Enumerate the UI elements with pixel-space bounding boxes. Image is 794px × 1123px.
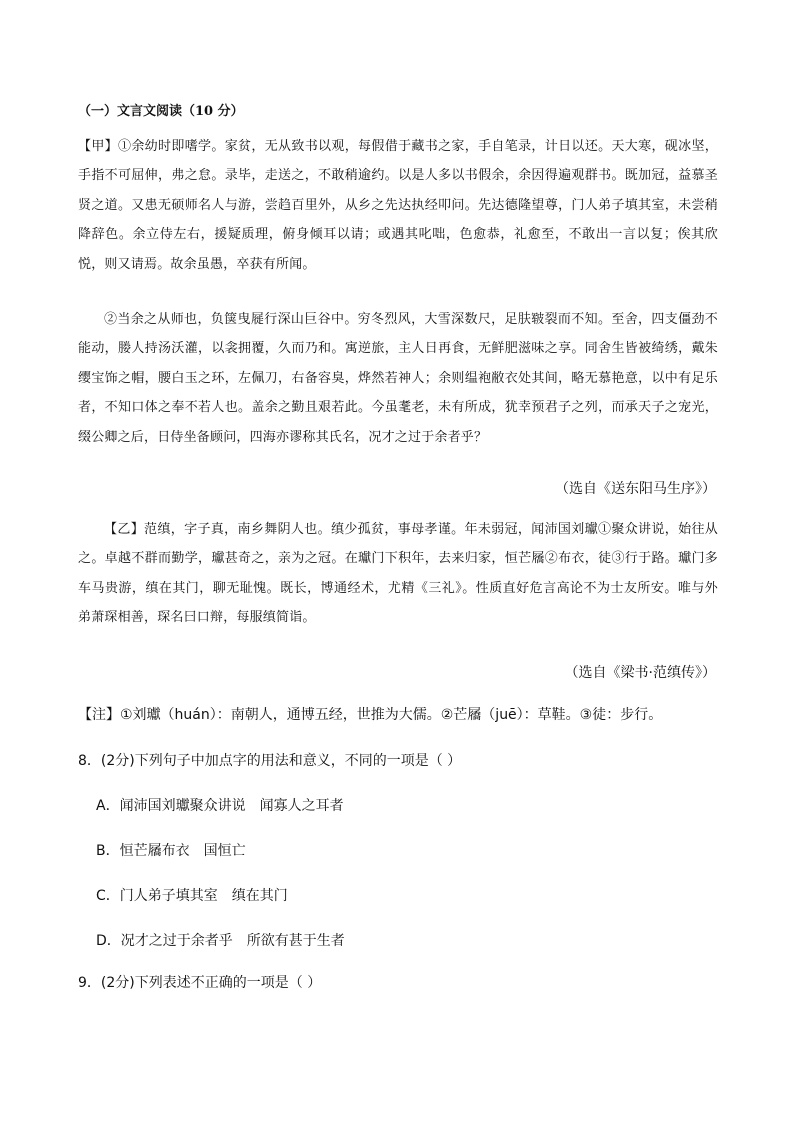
passage-yi-source: （选自《梁书·范缜传》） <box>564 665 716 681</box>
passage-jia-source: （选自《送东阳马生序》） <box>555 481 716 497</box>
passage-yi-paragraph: 【乙】范缜，字子真，南乡舞阴人也。缜少孤贫，事母孝谨。年未弱冠，闻沛国刘瓛①聚众讲说，始往从之。卓越不群而勤学，瓛甚奇之，亲为之冠。在瓛门下积年，去来归家，恒芒屩②布衣，徒③行于路。瓛门多车马贵游，缜在其门，聊无耻愧。既长，博通经术，尤精《三礼》。性质直好危言高论不为士友所安。唯与外弟萧琛相善，琛名曰口辩，每服缜简诣。 <box>78 522 718 626</box>
option-letter: A． <box>96 798 120 814</box>
section-title: （一）文言文阅读（10 分） <box>78 104 244 119</box>
option-text-1: 闻沛国刘瓛聚众讲说 <box>119 798 246 814</box>
question-8-option-d <box>96 930 345 950</box>
option-letter: C． <box>96 888 120 904</box>
question-8-stem: 8．(2分)下列句子中加点字的用法和意义，不同的一项是（ ） <box>78 753 462 769</box>
option-text-2: 缜在其门 <box>231 888 288 904</box>
option-letter: B． <box>96 843 120 859</box>
passage-jia-paragraph-1: 【甲】①余幼时即嗜学。家贫，无从致书以观，每假借于藏书之家，手自笔录，计日以还。天大寒，砚冰坚，手指不可屈伸，弗之怠。录毕，走送之，不敢稍逾约。以是人多以书假余，余因得遍观群书。既加冠，益慕圣贤之道。又患无硕师名人与游，尝趋百里外，从乡之先达执经叩问。先达德隆望尊，门人弟子填其室，未尝稍降辞色。余立侍左右，援疑质理，俯身倾耳以请；或遇其叱咄，色愈恭，礼愈至，不敢出一言以复；俟其欣悦，则又请焉。故余虽愚，卒获有所闻。 <box>78 139 718 272</box>
option-text-2: 所欲有甚于生者 <box>246 933 345 949</box>
option-text-2: 闻寡人之耳者 <box>259 798 344 814</box>
question-9-stem: 9．(2分)下列表述不正确的一项是（ ） <box>78 975 322 991</box>
option-text-1: 况才之过于余者乎 <box>120 933 233 949</box>
option-letter: D． <box>96 933 121 949</box>
question-8-option-a <box>96 795 344 815</box>
question-8-option-c <box>96 885 288 905</box>
option-text-1: 门人弟子填其室 <box>119 888 218 904</box>
question-8-option-b <box>96 840 246 860</box>
option-text-2: 国恒亡 <box>203 843 246 859</box>
option-text-1: 恒芒屩布衣 <box>119 843 190 859</box>
passage-jia-paragraph-2: ②当余之从师也，负箧曳屣行深山巨谷中。穷冬烈风，大雪深数尺，足肤皲裂而不知。至舍，四支僵劲不能动，媵人持汤沃灌，以衾拥覆，久而乃和。寓逆旅，主人日再食，无鲜肥滋味之享。同舍生皆被绮绣，戴朱缨宝饰之帽，腰白玉之环，左佩刀，右备容臭，烨然若神人；余则缊袍敝衣处其间，略无慕艳意，以中有足乐者，不知口体之奉不若人也。盖余之勤且艰若此。今虽耄老，未有所成，犹幸预君子之列，而承天子之宠光，缀公卿之后，日侍坐备顾问，四海亦谬称其氏名，况才之过于余者乎？ <box>78 312 718 445</box>
annotation-note: 【注】①刘瓛（huán）：南朝人，通博五经，世推为大儒。②芒屩（juē）：草鞋。③徒：步行。 <box>78 707 663 723</box>
